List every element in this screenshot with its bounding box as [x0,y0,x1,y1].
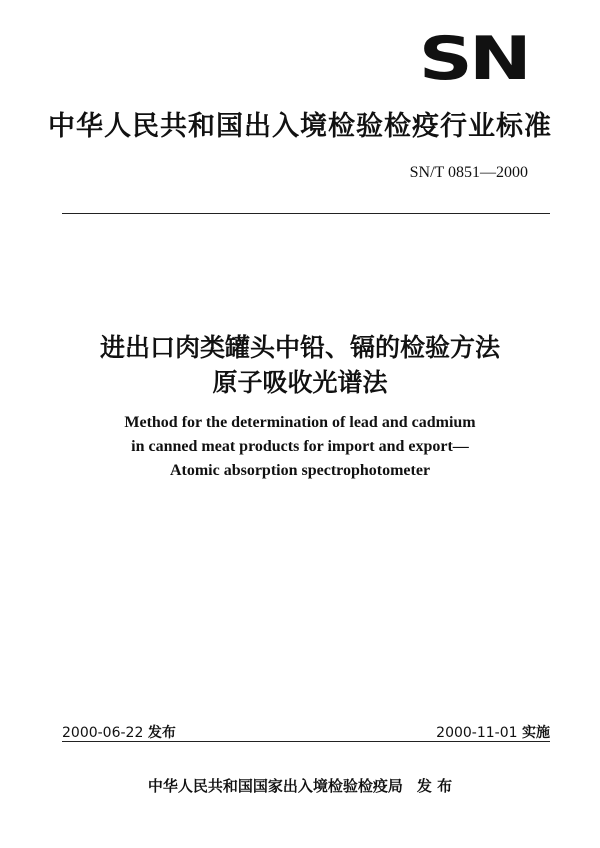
english-title-line-3: Atomic absorption spectrophotometer [169,462,431,479]
implement-date-block [436,722,550,742]
organization-title: 中华人民共和国出入境检验检疫行业标准 [48,111,552,142]
publisher-block [0,775,600,796]
chinese-title-line-2: 原子吸收光谱法 [212,368,388,397]
sn-logo: SN [418,24,528,94]
bottom-divider [62,741,550,742]
publish-label: 发 布 [416,777,453,795]
implement-date: 2000-11-01 [436,725,518,741]
implement-label: 实施 [522,725,550,741]
standard-number: SN/T 0851—2000 [409,164,528,181]
english-title-line-1: Method for the determination of lead and cadmium [124,414,476,431]
publisher-name: 中华人民共和国国家出入境检验检疫局 [147,777,403,795]
chinese-title-line-1: 进出口肉类罐头中铅、镉的检验方法 [99,333,500,362]
issue-label: 发布 [147,725,176,741]
issue-date-block [62,722,176,742]
english-title-line-2: in canned meat products for import and export— [131,438,469,455]
issue-date: 2000-06-22 [62,725,144,741]
top-divider [62,213,550,214]
